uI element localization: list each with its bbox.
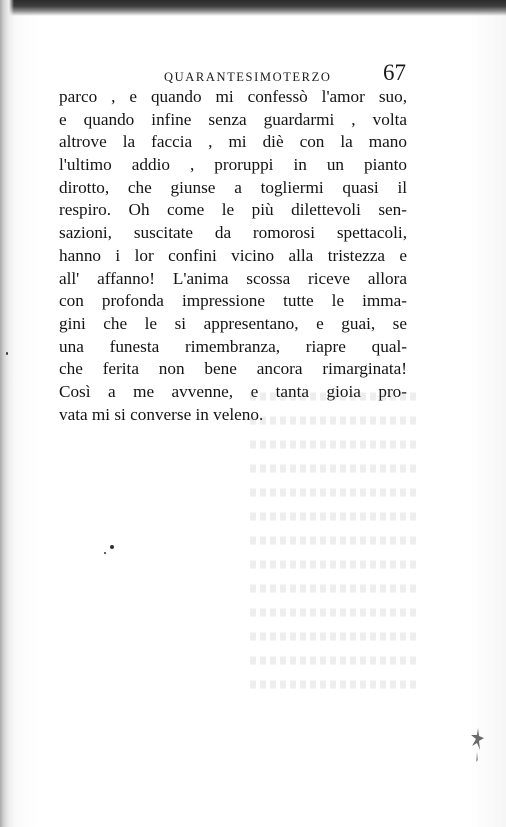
page-number: 67 bbox=[383, 60, 406, 85]
text-line: una funesta rimembranza, riapre qual- bbox=[59, 336, 407, 356]
ghost-line bbox=[250, 464, 420, 472]
text-line: che ferita non bene ancora rimarginata! bbox=[59, 359, 407, 379]
ghost-line bbox=[250, 488, 420, 496]
ink-speck bbox=[6, 352, 8, 355]
scan-top-border bbox=[0, 0, 506, 16]
text-line: dirotto, che giunse a togliermi quasi il bbox=[59, 177, 407, 197]
text-line: con profonda impressione tutte le imma- bbox=[59, 291, 407, 311]
text-line: all' affanno! L'anima scossa riceve allora bbox=[59, 268, 407, 288]
text-line: altrove la faccia , mi diè con la mano bbox=[59, 132, 407, 152]
ghost-line bbox=[250, 560, 420, 568]
ink-speck bbox=[110, 545, 114, 549]
ghost-line bbox=[250, 536, 420, 544]
ink-speck bbox=[104, 552, 106, 554]
text-line: gini che le si appresentano, e guai, se bbox=[59, 313, 407, 333]
text-line: parco , e quando mi confessò l'amor suo, bbox=[59, 87, 407, 106]
ghost-line bbox=[250, 632, 420, 640]
text-line: e quando infine senza guardarmi , volta bbox=[59, 109, 407, 129]
ink-blot bbox=[469, 726, 487, 764]
text-line: respiro. Oh come le più dilettevoli sen- bbox=[59, 200, 407, 220]
ghost-line bbox=[250, 392, 420, 400]
binding-shadow bbox=[0, 0, 14, 827]
running-head: QUARANTESIMOTERZO bbox=[164, 70, 332, 84]
ghost-line bbox=[250, 584, 420, 592]
ghost-line bbox=[250, 608, 420, 616]
text-line: Così a me avvenne, e tanta gioia pro- bbox=[59, 381, 407, 401]
show-through-text bbox=[250, 385, 420, 715]
ghost-line bbox=[250, 512, 420, 520]
ghost-line bbox=[250, 680, 420, 688]
body-text bbox=[59, 86, 407, 426]
ghost-line bbox=[250, 416, 420, 424]
ghost-line bbox=[250, 656, 420, 664]
text-line: l'ultimo addio , proruppi in un pianto bbox=[59, 155, 407, 175]
text-line: sazioni, suscitate da romorosi spettacoli, bbox=[59, 223, 407, 243]
ghost-line bbox=[250, 440, 420, 448]
text-line: hanno i lor confini vicino alla tristezza e bbox=[59, 245, 407, 265]
text-line: vata mi si converse in veleno. bbox=[59, 404, 264, 424]
